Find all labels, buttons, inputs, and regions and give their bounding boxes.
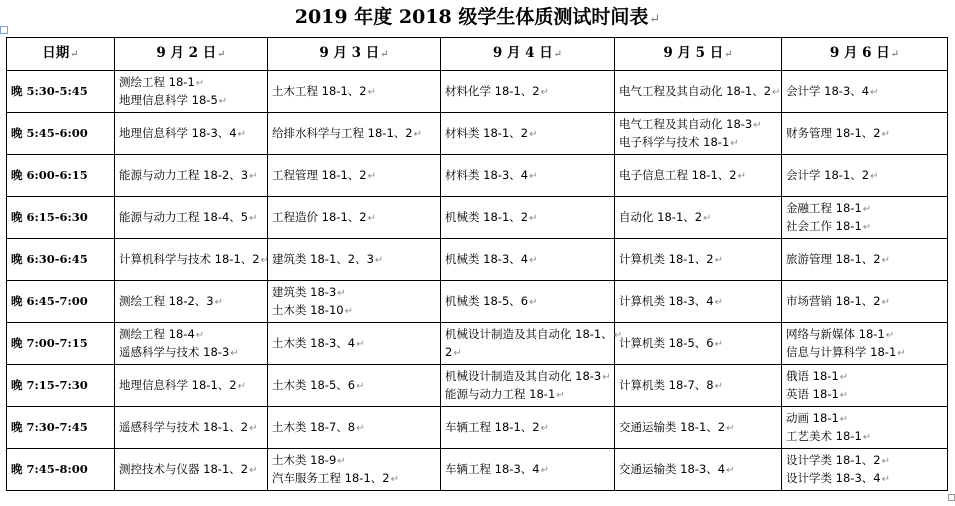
cell-end-mark-icon: ↵ — [862, 221, 872, 233]
class-cell — [782, 197, 948, 239]
class-entry: 能源与动力工程 18-1↵ — [445, 386, 565, 401]
table-row — [7, 71, 948, 113]
class-cell — [615, 113, 782, 155]
cell-end-mark-icon: ↵ — [714, 338, 723, 350]
cell-end-mark-icon: ↵ — [839, 413, 849, 425]
table-row — [7, 365, 948, 407]
class-cell — [115, 155, 268, 197]
class-entry: 机械设计制造及其自动化 18-1、↵ — [445, 326, 623, 341]
paragraph-mark-icon: ↵ — [649, 12, 661, 27]
header-label: 日期 — [42, 45, 70, 61]
cell-end-mark-icon: ↵ — [714, 296, 723, 308]
class-entry: 动画 18-1↵ — [786, 410, 849, 425]
class-entry: 自动化 18-1、2↵ — [619, 209, 712, 224]
class-cell — [782, 239, 948, 281]
cell-end-mark-icon: ↵ — [839, 371, 849, 383]
class-entry: 土木类 18-5、6↵ — [272, 377, 365, 392]
time-slot-cell: 晚 6:00-6:15 — [7, 155, 115, 197]
class-entry: 俄语 18-1↵ — [786, 368, 849, 383]
class-cell — [441, 239, 615, 281]
cell-end-mark-icon: ↵ — [413, 128, 422, 140]
cell-end-mark-icon: ↵ — [714, 254, 723, 266]
class-entry: 土木类 18-7、8↵ — [272, 419, 365, 434]
table-row — [7, 407, 948, 449]
class-cell — [441, 71, 615, 113]
cell-end-mark-icon: ↵ — [529, 170, 538, 182]
class-entry: 建筑类 18-3↵ — [272, 284, 346, 299]
class-cell — [615, 155, 782, 197]
class-cell — [615, 281, 782, 323]
class-entry: 土木类 18-3、4↵ — [272, 335, 365, 350]
cell-end-mark-icon: ↵ — [356, 380, 365, 392]
class-entry: 汽车服务工程 18-1、2↵ — [272, 470, 399, 485]
class-entry: 电气工程及其自动化 18-3↵ — [619, 116, 762, 131]
cell-end-mark-icon: ↵ — [870, 86, 879, 98]
table-row — [7, 239, 948, 281]
cell-end-mark-icon: ↵ — [881, 296, 890, 308]
class-cell — [615, 197, 782, 239]
cell-end-mark-icon: ↵ — [724, 49, 733, 60]
class-cell — [268, 407, 441, 449]
class-cell — [268, 155, 441, 197]
cell-end-mark-icon: ↵ — [529, 296, 538, 308]
cell-end-mark-icon: ↵ — [753, 119, 762, 131]
table-header-row — [7, 38, 948, 71]
class-entry: 计算机类 18-7、8↵ — [619, 377, 723, 392]
cell-end-mark-icon: ↵ — [249, 170, 258, 182]
class-cell — [782, 113, 948, 155]
cell-end-mark-icon: ↵ — [726, 464, 735, 476]
cell-end-mark-icon: ↵ — [344, 305, 353, 317]
class-entry: 旅游管理 18-1、2↵ — [786, 251, 890, 266]
class-entry: 土木类 18-10↵ — [272, 302, 353, 317]
header-label: 9 月 2 日 — [156, 45, 217, 61]
class-entry: 信息与计算科学 18-1↵ — [786, 344, 906, 359]
header-day — [615, 38, 782, 71]
class-entry: 车辆工程 18-3、4↵ — [445, 461, 549, 476]
header-day — [115, 38, 268, 71]
class-cell — [615, 323, 782, 365]
cell-end-mark-icon: ↵ — [230, 347, 239, 359]
cell-end-mark-icon: ↵ — [540, 86, 549, 98]
class-entry: 交通运输类 18-3、4↵ — [619, 461, 735, 476]
cell-end-mark-icon: ↵ — [367, 170, 376, 182]
class-cell — [782, 407, 948, 449]
class-entry: 网络与新媒体 18-1↵ — [786, 326, 895, 341]
class-entry: 金融工程 18-1↵ — [786, 200, 872, 215]
class-entry: 材料类 18-1、2↵ — [445, 125, 538, 140]
header-label: 9 月 6 日 — [829, 45, 890, 61]
cell-end-mark-icon: ↵ — [881, 455, 890, 467]
class-entry: 测绘工程 18-2、3↵ — [119, 293, 223, 308]
class-entry: 计算机类 18-1、2↵ — [619, 251, 723, 266]
class-cell — [268, 281, 441, 323]
cell-end-mark-icon: ↵ — [714, 380, 723, 392]
table-body — [7, 71, 948, 491]
class-entry: 测控技术与仪器 18-1、2↵ — [119, 461, 258, 476]
class-cell — [115, 71, 268, 113]
cell-end-mark-icon: ↵ — [737, 170, 746, 182]
cell-end-mark-icon: ↵ — [218, 95, 228, 107]
class-entry: 材料化学 18-1、2↵ — [445, 83, 549, 98]
cell-end-mark-icon: ↵ — [214, 296, 223, 308]
class-cell — [782, 365, 948, 407]
class-entry: 工程管理 18-1、2↵ — [272, 167, 376, 182]
class-entry: 地理信息科学 18-3、4↵ — [119, 125, 246, 140]
cell-end-mark-icon: ↵ — [881, 254, 890, 266]
cell-end-mark-icon: ↵ — [897, 347, 906, 359]
table-row — [7, 281, 948, 323]
cell-end-mark-icon: ↵ — [356, 338, 365, 350]
cell-end-mark-icon: ↵ — [602, 371, 611, 383]
class-entry: 计算机科学与技术 18-1、2↵ — [119, 251, 269, 266]
class-cell — [268, 323, 441, 365]
class-cell — [268, 239, 441, 281]
time-slot-cell: 晚 5:30-5:45 — [7, 71, 115, 113]
class-entry: 英语 18-1↵ — [786, 386, 849, 401]
time-slot-cell: 晚 7:45-8:00 — [7, 449, 115, 491]
page-title — [0, 4, 955, 33]
cell-end-mark-icon: ↵ — [390, 473, 399, 485]
class-entry: 2↵ — [445, 344, 462, 359]
cell-end-mark-icon: ↵ — [553, 49, 563, 60]
cell-end-mark-icon: ↵ — [374, 254, 384, 266]
cell-end-mark-icon: ↵ — [237, 128, 246, 140]
class-entry: 遥感科学与技术 18-3↵ — [119, 344, 239, 359]
class-entry: 给排水科学与工程 18-1、2↵ — [272, 125, 422, 140]
time-slot-cell: 晚 6:15-6:30 — [7, 197, 115, 239]
class-entry: 电子科学与技术 18-1↵ — [619, 134, 739, 149]
cell-end-mark-icon: ↵ — [70, 49, 79, 60]
cell-end-mark-icon: ↵ — [726, 422, 735, 434]
class-cell — [115, 281, 268, 323]
class-entry: 会计学 18-3、4↵ — [786, 83, 879, 98]
class-cell — [441, 155, 615, 197]
header-label: 9 月 4 日 — [492, 45, 553, 61]
table-row — [7, 197, 948, 239]
class-entry: 电气工程及其自动化 18-1、2↵ — [619, 83, 781, 98]
class-cell — [782, 71, 948, 113]
class-cell — [615, 365, 782, 407]
class-entry: 能源与动力工程 18-2、3↵ — [119, 167, 258, 182]
class-entry: 地理信息科学 18-1、2↵ — [119, 377, 246, 392]
cell-end-mark-icon: ↵ — [529, 254, 538, 266]
cell-end-mark-icon: ↵ — [529, 128, 538, 140]
cell-end-mark-icon: ↵ — [337, 455, 346, 467]
header-date — [7, 38, 115, 71]
class-cell — [782, 155, 948, 197]
schedule-table — [6, 37, 948, 491]
table-resize-handle[interactable] — [948, 494, 955, 501]
header-day — [782, 38, 948, 71]
class-cell — [115, 407, 268, 449]
cell-end-mark-icon: ↵ — [249, 464, 258, 476]
header-label: 9 月 3 日 — [319, 45, 380, 61]
class-entry: 机械类 18-1、2↵ — [445, 209, 538, 224]
class-cell — [115, 113, 268, 155]
table-row — [7, 113, 948, 155]
class-cell — [441, 407, 615, 449]
class-cell — [441, 113, 615, 155]
cell-end-mark-icon: ↵ — [885, 329, 895, 341]
class-entry: 设计学类 18-3、4↵ — [786, 470, 890, 485]
cell-end-mark-icon: ↵ — [862, 431, 872, 443]
cell-end-mark-icon: ↵ — [529, 212, 538, 224]
class-entry: 能源与动力工程 18-4、5↵ — [119, 209, 258, 224]
class-cell — [441, 281, 615, 323]
class-cell — [268, 197, 441, 239]
class-entry: 设计学类 18-1、2↵ — [786, 452, 890, 467]
cell-end-mark-icon: ↵ — [703, 212, 712, 224]
class-entry: 计算机类 18-3、4↵ — [619, 293, 723, 308]
class-cell — [268, 365, 441, 407]
cell-end-mark-icon: ↵ — [862, 203, 872, 215]
table-row — [7, 323, 948, 365]
cell-end-mark-icon: ↵ — [839, 389, 849, 401]
class-entry: 工艺美术 18-1↵ — [786, 428, 872, 443]
time-slot-cell: 晚 6:30-6:45 — [7, 239, 115, 281]
cell-end-mark-icon: ↵ — [556, 389, 565, 401]
cell-end-mark-icon: ↵ — [453, 347, 462, 359]
class-entry: 机械类 18-3、4↵ — [445, 251, 538, 266]
class-cell — [615, 71, 782, 113]
class-cell — [268, 71, 441, 113]
time-slot-cell: 晚 6:45-7:00 — [7, 281, 115, 323]
class-cell — [441, 323, 623, 365]
class-cell — [615, 239, 782, 281]
class-entry: 车辆工程 18-1、2↵ — [445, 419, 549, 434]
cell-end-mark-icon: ↵ — [249, 212, 258, 224]
class-cell — [268, 113, 441, 155]
cell-end-mark-icon: ↵ — [367, 212, 376, 224]
cell-end-mark-icon: ↵ — [540, 422, 549, 434]
cell-end-mark-icon: ↵ — [237, 380, 246, 392]
table-row — [7, 449, 948, 491]
class-entry: 土木类 18-9↵ — [272, 452, 346, 467]
time-slot-cell: 晚 7:30-7:45 — [7, 407, 115, 449]
header-day — [441, 38, 615, 71]
class-cell — [115, 197, 268, 239]
cell-end-mark-icon: ↵ — [540, 464, 549, 476]
cell-end-mark-icon: ↵ — [881, 128, 890, 140]
class-entry: 会计学 18-1、2↵ — [786, 167, 879, 182]
cell-end-mark-icon: ↵ — [380, 49, 389, 60]
cell-end-mark-icon: ↵ — [195, 77, 205, 89]
cell-end-mark-icon: ↵ — [890, 49, 900, 60]
class-cell — [441, 449, 615, 491]
class-cell — [782, 323, 948, 365]
cell-end-mark-icon: ↵ — [772, 86, 781, 98]
cell-end-mark-icon: ↵ — [260, 254, 269, 266]
cell-end-mark-icon: ↵ — [613, 329, 623, 341]
cell-end-mark-icon: ↵ — [367, 86, 376, 98]
header-label: 9 月 5 日 — [663, 45, 724, 61]
class-entry: 建筑类 18-1、2、3↵ — [272, 251, 384, 266]
class-cell — [441, 197, 615, 239]
class-entry: 财务管理 18-1、2↵ — [786, 125, 890, 140]
class-entry: 计算机类 18-5、6↵ — [619, 335, 723, 350]
class-entry: 测绘工程 18-1↵ — [119, 74, 205, 89]
class-entry: 市场营销 18-1、2↵ — [786, 293, 890, 308]
class-entry: 机械类 18-5、6↵ — [445, 293, 538, 308]
cell-end-mark-icon: ↵ — [881, 473, 890, 485]
header-day — [268, 38, 441, 71]
cell-end-mark-icon: ↵ — [249, 422, 258, 434]
class-cell — [115, 323, 268, 365]
title-text: 2019 年度 2018 级学生体质测试时间表 — [294, 6, 649, 28]
cell-end-mark-icon: ↵ — [217, 49, 226, 60]
table-row — [7, 155, 948, 197]
class-cell — [115, 239, 268, 281]
class-entry: 机械设计制造及其自动化 18-3↵ — [445, 368, 611, 383]
cell-end-mark-icon: ↵ — [356, 422, 365, 434]
class-cell — [782, 449, 948, 491]
class-entry: 交通运输类 18-1、2↵ — [619, 419, 735, 434]
class-entry: 测绘工程 18-4↵ — [119, 326, 205, 341]
cell-end-mark-icon: ↵ — [337, 287, 346, 299]
class-cell — [615, 449, 782, 491]
class-entry: 土木工程 18-1、2↵ — [272, 83, 376, 98]
time-slot-cell: 晚 7:15-7:30 — [7, 365, 115, 407]
class-entry: 地理信息科学 18-5↵ — [119, 92, 228, 107]
class-entry: 遥感科学与技术 18-1、2↵ — [119, 419, 258, 434]
class-cell — [615, 407, 782, 449]
cell-end-mark-icon: ↵ — [870, 170, 879, 182]
time-slot-cell: 晚 5:45-6:00 — [7, 113, 115, 155]
class-entry: 电子信息工程 18-1、2↵ — [619, 167, 746, 182]
class-cell — [268, 449, 441, 491]
class-cell — [441, 365, 615, 407]
cell-end-mark-icon: ↵ — [195, 329, 205, 341]
class-cell — [782, 281, 948, 323]
class-entry: 材料类 18-3、4↵ — [445, 167, 538, 182]
time-slot-cell: 晚 7:00-7:15 — [7, 323, 115, 365]
cell-end-mark-icon: ↵ — [730, 137, 739, 149]
class-entry: 工程造价 18-1、2↵ — [272, 209, 376, 224]
class-cell — [115, 365, 268, 407]
class-entry: 社会工作 18-1↵ — [786, 218, 872, 233]
class-cell — [115, 449, 268, 491]
